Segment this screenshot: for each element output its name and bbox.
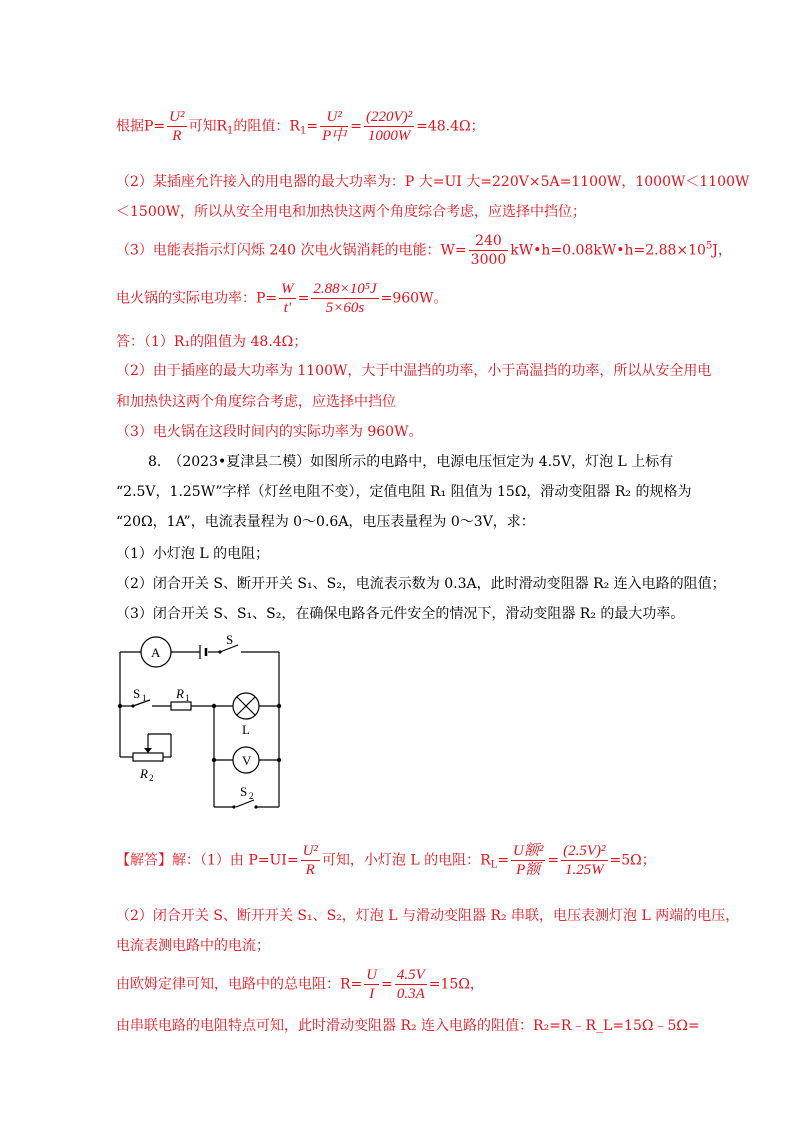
solution-line-8: 电流表测电路中的电流； bbox=[116, 938, 270, 954]
switch-s2-label: S bbox=[240, 784, 248, 799]
answer-line-4: （3）电火锅在这段时间内的实际功率为 960W。 bbox=[116, 424, 423, 440]
solution-line-10: 由串联电路的电阻特点可知，此时滑动变阻器 R₂ 连入电路的阻值：R₂=R﹣R_L=15Ω﹣5Ω= bbox=[116, 1018, 700, 1034]
fraction: $\frac{\text{U²}}{R}$ bbox=[169, 109, 185, 144]
r1-sub: 1 bbox=[185, 693, 190, 703]
question-part-2: （2）闭合开关 S、断开开关 S₁、S₂，电流表示数为 0.3A，此时滑动变阻器 R₂ 连入电路的阻值； bbox=[116, 576, 726, 592]
question-line-2: “2.5V，1.25W”字样（灯丝电阻不变），定值电阻 R₁ 阻值为 15Ω，滑动变阻器 R₂ 的规格为 bbox=[116, 484, 692, 500]
circuit-diagram bbox=[116, 632, 296, 817]
switch-s2-sub: 2 bbox=[249, 791, 254, 801]
question-part-1: （1）小灯泡 L 的电阻； bbox=[116, 546, 270, 562]
answer-line-3: 和加热快这两个角度综合考虑，应选择中挡位 bbox=[116, 394, 396, 410]
solution-line-9: 由欧姆定律可知，电路中的总电阻：R= $\frac{U}{I}$ = $\frac{4.5V}{0.3A}$ =15Ω， bbox=[116, 967, 484, 1002]
voltmeter-label: V bbox=[242, 753, 252, 768]
solution-line-6: 【解答】解：（1）由 P=UI= $\frac{\text{U²}}{R}$ 可知，小灯泡 L 的电阻：$R_L=$ $\frac{\text{U额²}}{\text{P额}}$ = $\frac{\text{(2.5V)²}}{1.25W}$ =5Ω； bbox=[116, 843, 656, 878]
solution-line-3: ＜1500W，所以从安全用电和加热快这两个角度综合考虑，应选择中挡位； bbox=[116, 204, 587, 220]
fraction: $\frac{\text{U额²}}{\text{P额}}$ bbox=[513, 843, 544, 878]
answer-line-1: 答：（1）R₁的阻值为 48.4Ω； bbox=[116, 334, 308, 350]
r2-sub: 2 bbox=[149, 773, 154, 783]
switch-s1-sub: 1 bbox=[142, 693, 147, 703]
question-line-1: 8. （2023•夏津县二模）如图所示的电路中，电源电压恒定为 4.5V，灯泡 L 上标有 bbox=[148, 454, 674, 470]
fraction: $\frac{U}{I}$ bbox=[366, 967, 378, 1002]
lamp-label: L bbox=[242, 722, 250, 737]
fraction: $\frac{4.5V}{0.3A}$ bbox=[396, 967, 425, 1002]
r1-label: R bbox=[176, 686, 184, 701]
fraction: $\frac{\text{(2.5V)²}}{1.25W}$ bbox=[563, 843, 606, 878]
solution-line-5: 电火锅的实际电功率：P= $\frac{W}{t'}$ = $\frac{\text{2.88×10⁵J}}{5\times 60s}$ =960W。 bbox=[116, 281, 448, 316]
fraction: $\frac{\text{(220V)²}}{1000W}$ bbox=[365, 109, 413, 144]
solution-line-7: （2）闭合开关 S、断开开关 S₁、S₂，灯泡 L 与滑动变阻器 R₂ 串联，电压表测灯泡 L 两端的电压， bbox=[116, 908, 740, 924]
fraction: $\frac{\text{U²}}{\text{P中}}$ bbox=[322, 109, 347, 144]
ammeter-label: A bbox=[151, 645, 161, 660]
switch-s-label: S bbox=[226, 632, 234, 647]
solution-line-4: （3）电能表指示灯闪烁 240 次电火锅消耗的电能：W= $\frac{240}{3000}$ $kW•h=0.08kW•h=2.88\times 10^5J$， bbox=[116, 233, 732, 268]
fraction: $\frac{\text{2.88×10⁵J}}{5\times 60s}$ bbox=[313, 281, 377, 316]
solution-line-2: （2）某插座允许接入的用电器的最大功率为：P 大=UI 大=220V×5A=1100W，1000W＜1100W bbox=[116, 174, 750, 190]
switch-s1-label: S bbox=[133, 686, 141, 701]
fraction: $\frac{W}{t'}$ bbox=[281, 281, 294, 316]
answer-line-2: （2）由于插座的最大功率为 1100W，大于中温挡的功率，小于高温挡的功率，所以从安全用电 bbox=[116, 363, 712, 379]
question-part-3: （3）闭合开关 S、S₁、S₂，在确保电路各元件安全的情况下，滑动变阻器 R₂ 的最大功率。 bbox=[116, 606, 685, 622]
solution-line-1: 根据P= $\frac{\text{U²}}{R}$ 可知$R_1$的阻值：$R_1=$ $\frac{\text{U²}}{\text{P中}}$ = $\frac{\text{(220V)²}}{1000W}$ =48.4Ω； bbox=[116, 109, 485, 144]
fraction: $\frac{\text{U²}}{R}$ bbox=[302, 843, 318, 878]
fraction: $\frac{240}{3000}$ bbox=[470, 233, 507, 268]
question-line-3: “20Ω，1A”，电流表量程为 0～0.6A，电压表量程为 0～3V，求： bbox=[116, 514, 535, 530]
r2-label: R bbox=[140, 766, 148, 781]
